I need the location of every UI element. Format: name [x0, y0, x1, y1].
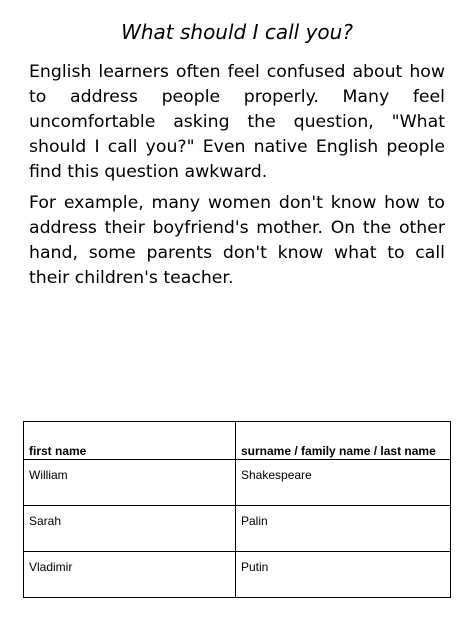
page-title: What should I call you? — [121, 20, 353, 44]
cell-last-name: Putin — [236, 552, 451, 598]
paragraph-example: For example, many women don't know how to address their boyfriend's mother. On the other hand, some parents don't know what to call their children's teacher. — [29, 193, 445, 288]
table-row — [24, 506, 451, 552]
cell-last-name: Palin — [236, 506, 451, 552]
header-first-name: first name — [24, 422, 236, 460]
cell-last-name: Shakespeare — [236, 460, 451, 506]
header-last-name: surname / family name / last name — [236, 422, 451, 460]
cell-first-name: Sarah — [24, 506, 236, 552]
cell-first-name: William — [24, 460, 236, 506]
names-table — [23, 421, 451, 598]
table-row — [24, 460, 451, 506]
table-row — [24, 552, 451, 598]
cell-first-name: Vladimir — [24, 552, 236, 598]
table-header-row — [24, 422, 451, 460]
paragraph-intro: English learners often feel confused about how to address people properly. Many feel uncomfortable asking the question, "What should I call you?" Even native English people find this question awkward. — [29, 62, 445, 182]
